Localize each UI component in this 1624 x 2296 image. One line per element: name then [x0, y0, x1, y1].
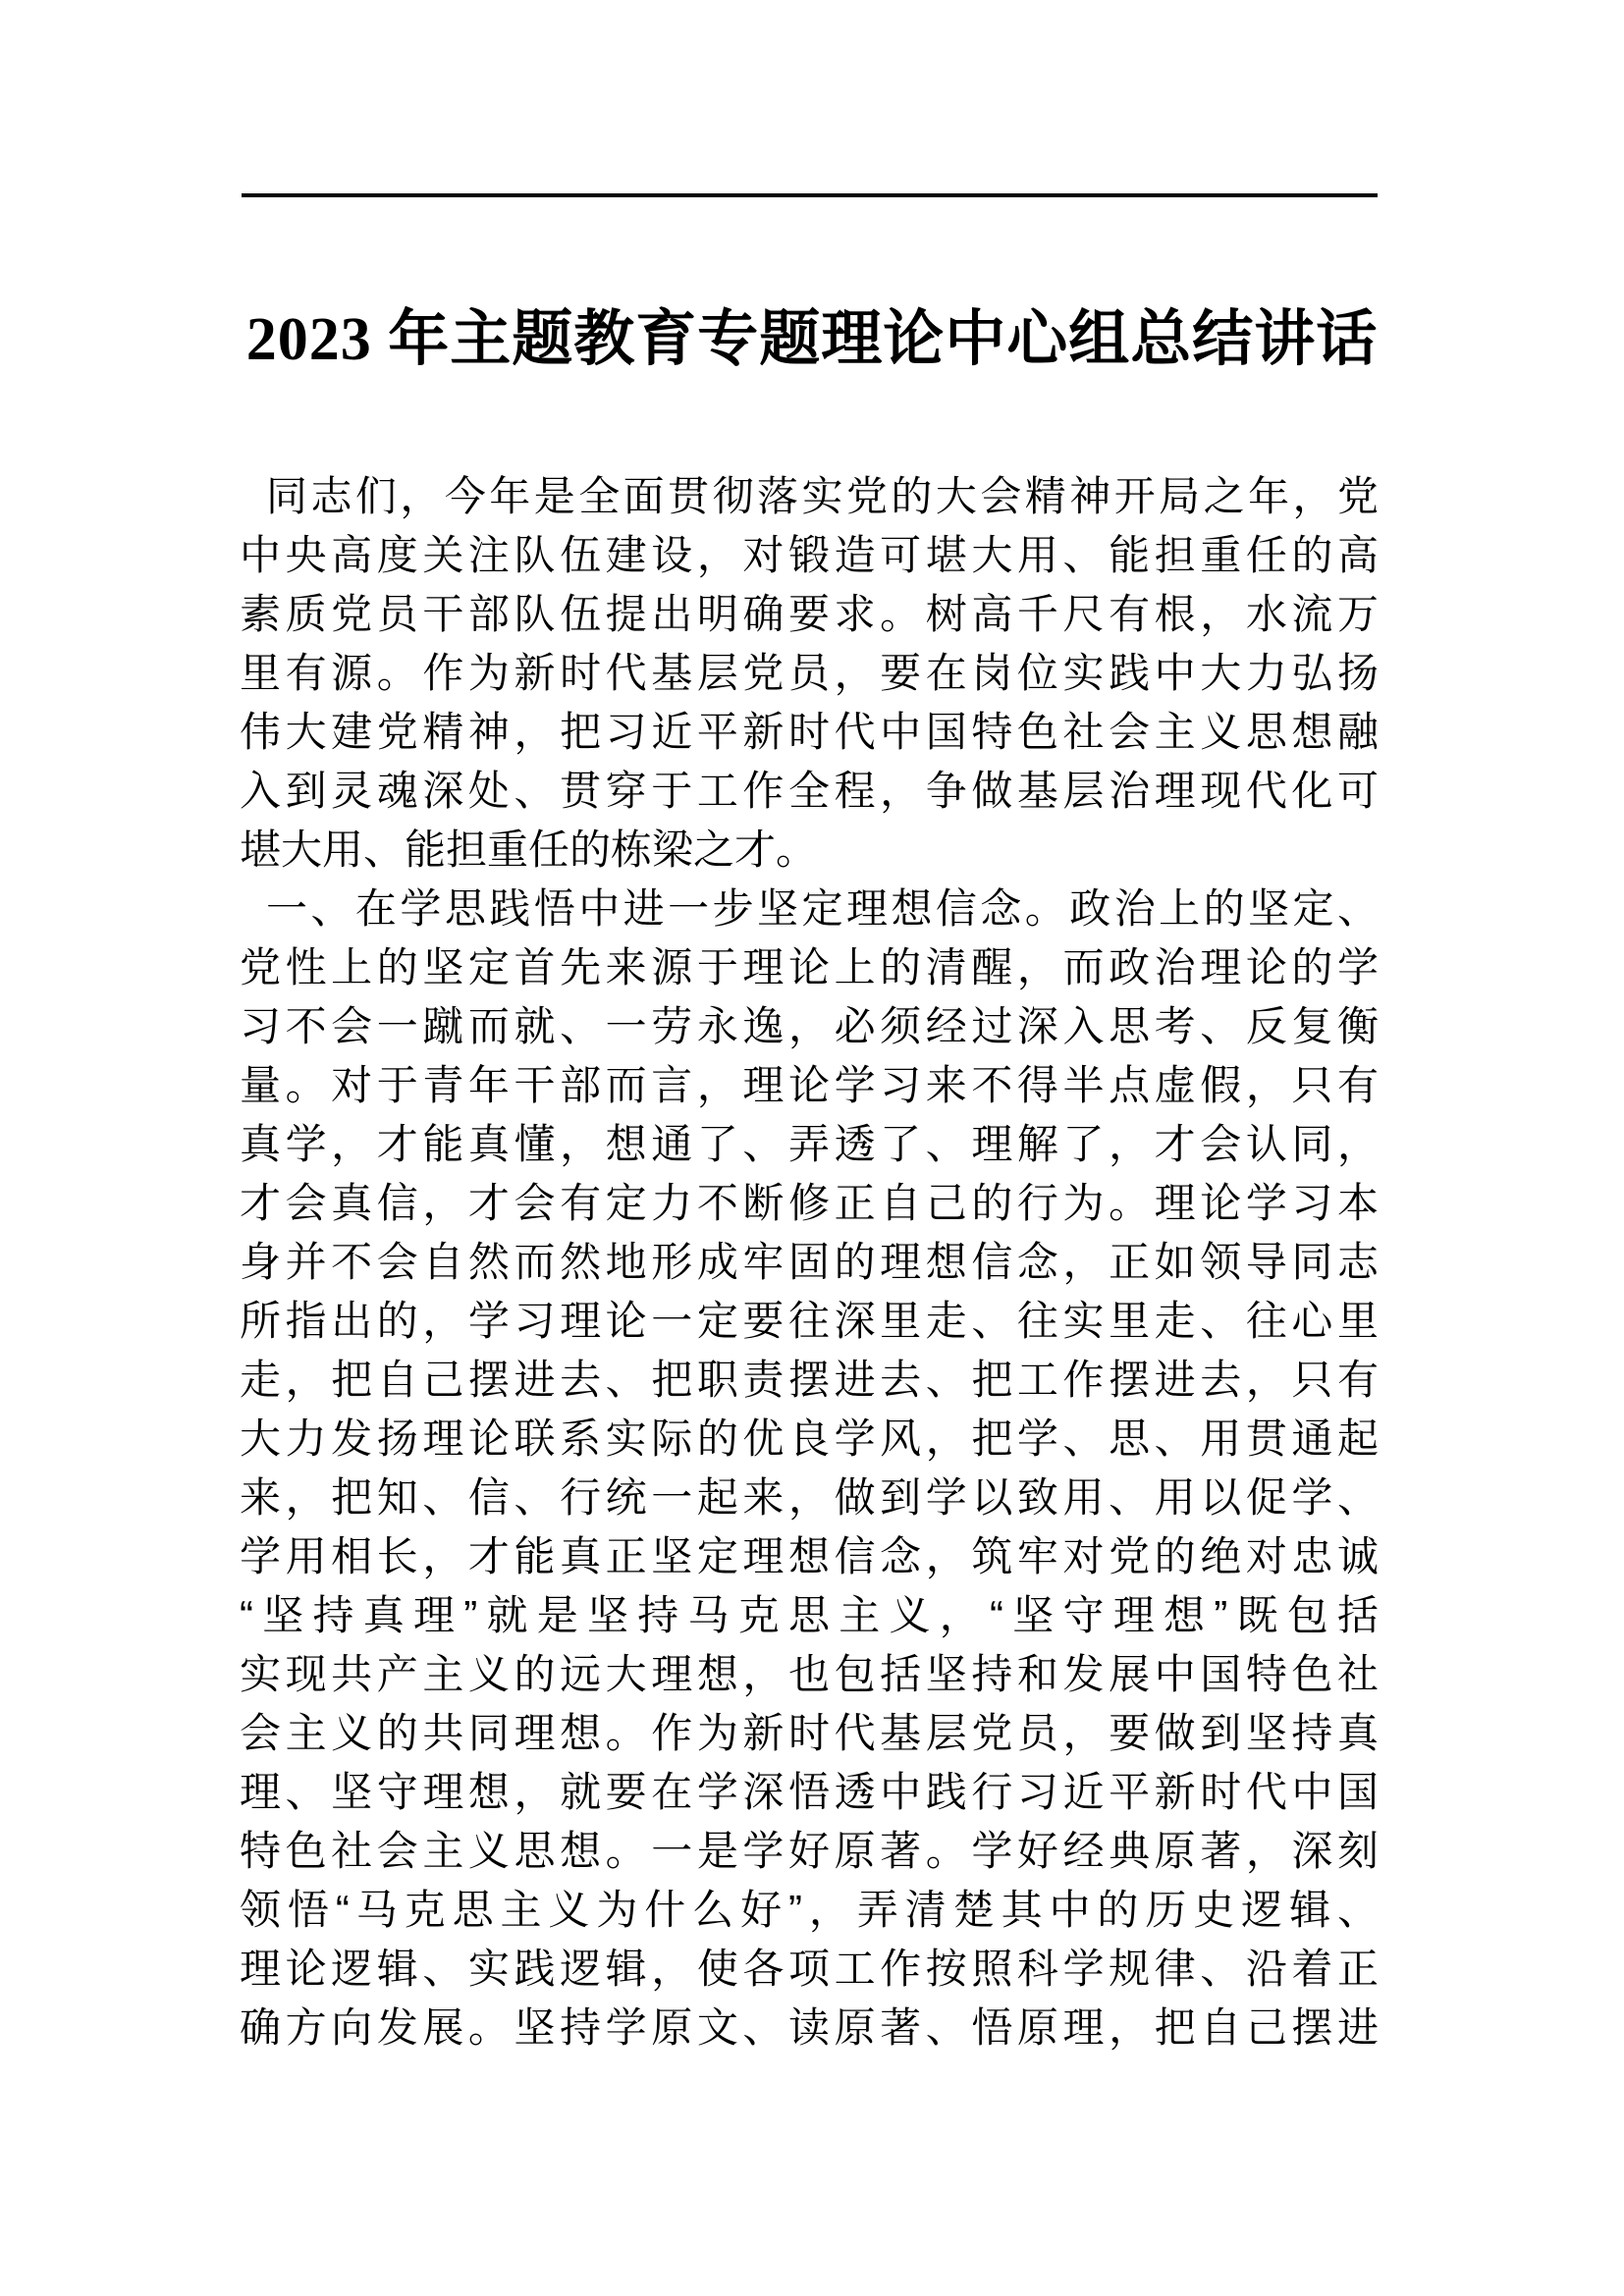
body-line: 同志们，今年是全面贯彻落实党的大会精神开局之年，党 — [266, 473, 1379, 519]
body-line: 伟大建党精神，把习近平新时代中国特色社会主义思想融 — [240, 709, 1379, 755]
body-line: 量。对于青年干部而言，理论学习来不得半点虚假，只有 — [240, 1062, 1379, 1108]
body-line: 特色社会主义思想。一是学好原著。学好经典原著，深刻 — [240, 1828, 1379, 1874]
body-line: 真学，才能真懂，想通了、弄透了、理解了，才会认同， — [240, 1121, 1379, 1167]
body-line: 才会真信，才会有定力不断修正自己的行为。理论学习本 — [240, 1180, 1379, 1226]
body-line: 领悟“马克思主义为什么好”，弄清楚其中的历史逻辑、 — [240, 1887, 1379, 1933]
body-line: 一、在学思践悟中进一步坚定理想信念。政治上的坚定、 — [266, 885, 1379, 932]
paragraph — [240, 880, 1379, 2057]
body-line: 实现共产主义的远大理想，也包括坚持和发展中国特色社 — [240, 1651, 1379, 1697]
body-line: “坚持真理”就是坚持马克思主义，“坚守理想”既包括 — [240, 1592, 1379, 1638]
body-line: 理论逻辑、实践逻辑，使各项工作按照科学规律、沿着正 — [240, 1946, 1379, 1992]
body-line: 大力发扬理论联系实际的优良学风，把学、思、用贯通起 — [240, 1415, 1379, 1462]
body-line: 身并不会自然而然地形成牢固的理想信念，正如领导同志 — [240, 1239, 1379, 1285]
body-line: 里有源。作为新时代基层党员，要在岗位实践中大力弘扬 — [240, 650, 1379, 696]
body-line: 党性上的坚定首先来源于理论上的清醒，而政治理论的学 — [240, 944, 1379, 990]
body-line: 理、坚守理想，就要在学深悟透中践行习近平新时代中国 — [240, 1769, 1379, 1815]
document-body — [240, 467, 1379, 2057]
paragraph — [240, 467, 1379, 880]
body-line: 入到灵魂深处、贯穿于工作全程，争做基层治理现代化可 — [240, 768, 1379, 814]
body-line: 中央高度关注队伍建设，对锻造可堪大用、能担重任的高 — [240, 532, 1379, 578]
body-line: 所指出的，学习理论一定要往深里走、往实里走、往心里 — [240, 1298, 1379, 1344]
body-line: 堪大用、能担重任的栋梁之才。 — [240, 827, 818, 873]
body-line: 素质党员干部队伍提出明确要求。树高千尺有根，水流万 — [240, 591, 1379, 637]
body-line: 习不会一蹴而就、一劳永逸，必须经过深入思考、反复衡 — [240, 1003, 1379, 1049]
header-rule — [242, 193, 1378, 197]
body-line: 确方向发展。坚持学原文、读原著、悟原理，把自己摆进 — [240, 2004, 1379, 2051]
body-line: 走，把自己摆进去、把职责摆进去、把工作摆进去，只有 — [240, 1357, 1379, 1403]
body-line: 学用相长，才能真正坚定理想信念，筑牢对党的绝对忠诚 — [240, 1533, 1379, 1579]
document-title: 2023 年主题教育专题理论中心组总结讲话 — [245, 306, 1379, 373]
body-line: 会主义的共同理想。作为新时代基层党员，要做到坚持真 — [240, 1710, 1379, 1756]
body-line: 来，把知、信、行统一起来，做到学以致用、用以促学、 — [240, 1474, 1379, 1521]
